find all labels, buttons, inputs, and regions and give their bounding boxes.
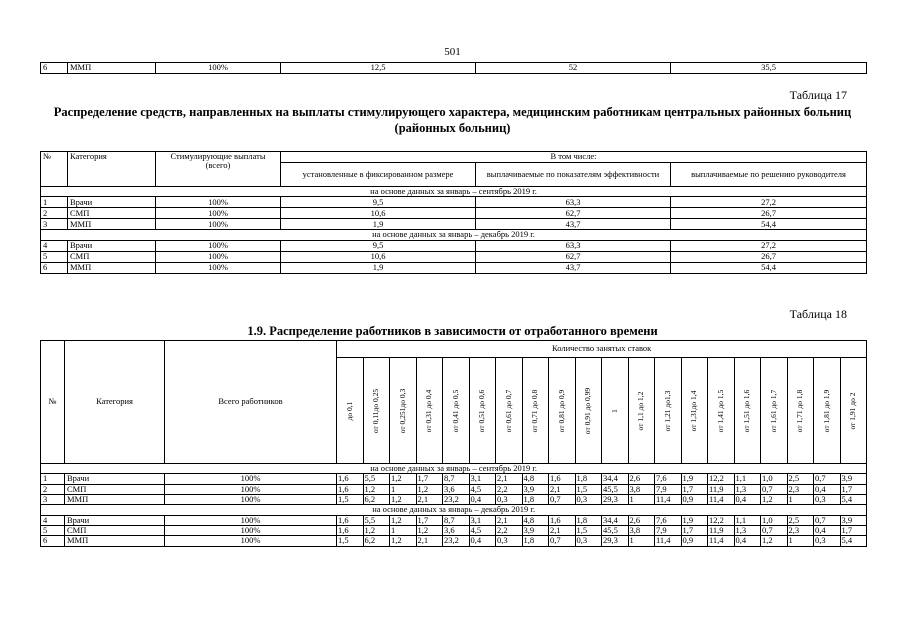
column-header-label: от 0,91 до 0,99 bbox=[583, 387, 593, 434]
cell: 0,3 bbox=[496, 536, 523, 546]
cell: 100% bbox=[156, 208, 281, 219]
header-indicators: выплачиваемые по показателям эффективности bbox=[476, 163, 671, 187]
column-header-label: от 0,81 до 0,9 bbox=[556, 389, 566, 432]
cell: 1,8 bbox=[575, 515, 602, 525]
cell: СМП bbox=[68, 208, 156, 219]
section-caption-row bbox=[41, 187, 867, 197]
cell: 5 bbox=[41, 251, 68, 262]
column-header bbox=[787, 358, 814, 464]
column-header-label: от 0,31 до 0,4 bbox=[424, 389, 434, 432]
cell: 1,2 bbox=[363, 526, 390, 536]
cell: 10,6 bbox=[281, 251, 476, 262]
cell: 0,3 bbox=[814, 536, 841, 546]
cell: 100% bbox=[156, 197, 281, 208]
column-header bbox=[655, 358, 682, 464]
cell: 0,4 bbox=[814, 484, 841, 494]
cell: 6 bbox=[41, 536, 65, 546]
header-total: Всего работников bbox=[165, 341, 337, 464]
cell: 0,3 bbox=[575, 536, 602, 546]
cell: 0,7 bbox=[761, 526, 788, 536]
cell: 2,1 bbox=[496, 474, 523, 484]
cell: 1 bbox=[628, 536, 655, 546]
cell: 2,2 bbox=[496, 484, 523, 494]
cell: 0,3 bbox=[814, 495, 841, 505]
cell: 27,2 bbox=[671, 197, 867, 208]
column-header-label: от 1,31до 1,4 bbox=[689, 390, 699, 431]
table18-body bbox=[41, 464, 867, 547]
table-row bbox=[41, 526, 867, 536]
header-group: Количество занятых ставок bbox=[337, 341, 867, 358]
cell: Врачи bbox=[68, 240, 156, 251]
cell: 0,9 bbox=[681, 536, 708, 546]
table18-label: Таблица 18 bbox=[789, 307, 847, 321]
cell: 45,5 bbox=[602, 484, 629, 494]
header-manager: выплачиваемые по решению руководителя bbox=[671, 163, 867, 187]
column-header-label: от 0,11до 0,25 bbox=[371, 388, 381, 433]
cell: 0,7 bbox=[549, 495, 576, 505]
cell: 1,3 bbox=[734, 484, 761, 494]
cell: 1,6 bbox=[337, 484, 364, 494]
cell: 6 bbox=[41, 63, 68, 74]
page-number: 501 bbox=[444, 46, 461, 58]
cell: 1,7 bbox=[416, 474, 443, 484]
column-header bbox=[549, 358, 576, 464]
cell: 1 bbox=[628, 495, 655, 505]
cell: 100% bbox=[165, 526, 337, 536]
cell: 11,4 bbox=[655, 495, 682, 505]
cell: 2,6 bbox=[628, 474, 655, 484]
cell: 0,7 bbox=[814, 515, 841, 525]
table-row bbox=[41, 251, 867, 262]
column-header-label: от 1,51 до 1,6 bbox=[742, 389, 752, 432]
table-row bbox=[41, 536, 867, 546]
cell: 5,5 bbox=[363, 474, 390, 484]
cell: 1,8 bbox=[522, 536, 549, 546]
cell: 2,1 bbox=[496, 515, 523, 525]
cell: 3 bbox=[41, 495, 65, 505]
cell: 29,3 bbox=[602, 495, 629, 505]
cell: 1,2 bbox=[390, 515, 417, 525]
cell: 63,3 bbox=[476, 197, 671, 208]
cell: 1,1 bbox=[734, 474, 761, 484]
cell: 34,4 bbox=[602, 474, 629, 484]
column-header bbox=[734, 358, 761, 464]
table-row bbox=[41, 495, 867, 505]
cell: 1,7 bbox=[416, 515, 443, 525]
cell: 0,3 bbox=[496, 495, 523, 505]
cell: 3,1 bbox=[469, 515, 496, 525]
cell: 1,7 bbox=[681, 484, 708, 494]
cell: 3,6 bbox=[443, 526, 470, 536]
cell: 100% bbox=[165, 515, 337, 525]
cell: 2,3 bbox=[787, 526, 814, 536]
cell: СМП bbox=[68, 251, 156, 262]
cell: 3,9 bbox=[522, 484, 549, 494]
cell: 54,4 bbox=[671, 262, 867, 273]
table17-label: Таблица 17 bbox=[789, 88, 847, 102]
cell: 4,8 bbox=[522, 515, 549, 525]
cell: 100% bbox=[165, 495, 337, 505]
cell: 3,9 bbox=[840, 515, 867, 525]
cell: 3,9 bbox=[840, 474, 867, 484]
table17 bbox=[40, 151, 867, 274]
cell: 1,1 bbox=[734, 515, 761, 525]
table18-header-row bbox=[41, 341, 867, 358]
cell: 3,8 bbox=[628, 526, 655, 536]
header-category: Категория bbox=[68, 152, 156, 187]
cell: 1,3 bbox=[734, 526, 761, 536]
cell: 1,5 bbox=[575, 526, 602, 536]
cell: 2,1 bbox=[416, 495, 443, 505]
table17-title: Распределение средств, направленных на выплаты стимулирующего характера, медицинским работникам центральных районных больниц (районных больниц) bbox=[53, 105, 852, 135]
cell: 2,1 bbox=[416, 536, 443, 546]
column-header bbox=[337, 358, 364, 464]
cell: 11,4 bbox=[708, 495, 735, 505]
column-header-label: от 1,81 до 1,9 bbox=[821, 389, 831, 432]
cell: 0,7 bbox=[549, 536, 576, 546]
cell: 1 bbox=[787, 495, 814, 505]
cell: 0,4 bbox=[734, 495, 761, 505]
column-header bbox=[575, 358, 602, 464]
cell: 54,4 bbox=[671, 219, 867, 230]
column-header bbox=[416, 358, 443, 464]
cell: СМП bbox=[65, 526, 165, 536]
cell: 43,7 bbox=[476, 262, 671, 273]
cell: 100% bbox=[165, 536, 337, 546]
cell: ММП bbox=[68, 262, 156, 273]
cell: 0,7 bbox=[761, 484, 788, 494]
cell: 100% bbox=[156, 251, 281, 262]
header-including: В том числе: bbox=[281, 152, 867, 163]
section-caption-row bbox=[41, 230, 867, 240]
cell: 1,6 bbox=[549, 474, 576, 484]
cell: ММП bbox=[68, 219, 156, 230]
column-header bbox=[469, 358, 496, 464]
cell: 0,4 bbox=[814, 526, 841, 536]
column-header-label: от 1,91 до 2 bbox=[848, 392, 858, 429]
column-header bbox=[761, 358, 788, 464]
cell: Врачи bbox=[65, 515, 165, 525]
column-header-label: от 1,71 до 1,8 bbox=[795, 389, 805, 432]
cell: 1 bbox=[787, 536, 814, 546]
table-row bbox=[41, 474, 867, 484]
column-header bbox=[628, 358, 655, 464]
cell: 1,0 bbox=[761, 474, 788, 484]
cell: 11,9 bbox=[708, 484, 735, 494]
cell: 26,7 bbox=[671, 208, 867, 219]
column-header-label: от 0,71 до 0,8 bbox=[530, 389, 540, 432]
cell: 4,5 bbox=[469, 484, 496, 494]
cell: 7,9 bbox=[655, 526, 682, 536]
cell: 3,6 bbox=[443, 484, 470, 494]
cell: 1,5 bbox=[337, 495, 364, 505]
table-row bbox=[41, 197, 867, 208]
table-row bbox=[41, 208, 867, 219]
cell: 11,4 bbox=[655, 536, 682, 546]
table-row bbox=[41, 484, 867, 494]
section-caption: на основе данных за январь – сентябрь 2019 г. bbox=[41, 464, 867, 474]
cell: 2 bbox=[41, 208, 68, 219]
cell: 100% bbox=[165, 474, 337, 484]
cell: 1,5 bbox=[337, 536, 364, 546]
cell: 3,9 bbox=[522, 526, 549, 536]
cell: 10,6 bbox=[281, 208, 476, 219]
column-header bbox=[390, 358, 417, 464]
column-header bbox=[522, 358, 549, 464]
cell: 2,5 bbox=[787, 515, 814, 525]
cell: 62,7 bbox=[476, 208, 671, 219]
column-header bbox=[681, 358, 708, 464]
cell: 4 bbox=[41, 515, 65, 525]
cell: 1,2 bbox=[416, 526, 443, 536]
cell: 2,1 bbox=[549, 526, 576, 536]
cell: 4,8 bbox=[522, 474, 549, 484]
cell: 1 bbox=[390, 484, 417, 494]
cell: 1,7 bbox=[840, 526, 867, 536]
table-row bbox=[41, 63, 867, 74]
section-caption-row bbox=[41, 464, 867, 474]
cell: 2,1 bbox=[549, 484, 576, 494]
cell: 1,7 bbox=[840, 484, 867, 494]
cell: 1,2 bbox=[390, 495, 417, 505]
cell: 3,1 bbox=[469, 474, 496, 484]
cell: 0,4 bbox=[734, 536, 761, 546]
cell: 0,4 bbox=[469, 536, 496, 546]
cell: 29,3 bbox=[602, 536, 629, 546]
cell: 5,4 bbox=[840, 536, 867, 546]
column-header-label: от 1,61 до 1,7 bbox=[768, 389, 778, 432]
header-fixed: установленные в фиксированном размере bbox=[281, 163, 476, 187]
cell: 2 bbox=[41, 484, 65, 494]
cell: 7,6 bbox=[655, 515, 682, 525]
cell: 1,2 bbox=[363, 484, 390, 494]
cell: 1,6 bbox=[337, 515, 364, 525]
column-header-label: от 0,41 до 0,5 bbox=[450, 389, 460, 432]
header-total: Стимулирующие выплаты (всего) bbox=[156, 152, 281, 187]
cell: 7,9 bbox=[655, 484, 682, 494]
cell: 1,2 bbox=[761, 536, 788, 546]
cell: 5,5 bbox=[363, 515, 390, 525]
cell: 3 bbox=[41, 219, 68, 230]
cell: 100% bbox=[156, 240, 281, 251]
cell: 2,6 bbox=[628, 515, 655, 525]
cell: СМП bbox=[65, 484, 165, 494]
section-caption: на основе данных за январь – сентябрь 2019 г. bbox=[41, 187, 867, 197]
cell: 1,7 bbox=[681, 526, 708, 536]
cell: 0,4 bbox=[469, 495, 496, 505]
cell: 52 bbox=[476, 63, 671, 74]
cell: 12,5 bbox=[281, 63, 476, 74]
cell: 6,2 bbox=[363, 495, 390, 505]
header-category: Категория bbox=[65, 341, 165, 464]
column-header-label: до 0,1 bbox=[344, 401, 354, 420]
cell: 100% bbox=[156, 219, 281, 230]
header-num: № bbox=[41, 152, 68, 187]
cell: Врачи bbox=[68, 197, 156, 208]
cell: 8,7 bbox=[443, 515, 470, 525]
table17-header-row bbox=[41, 152, 867, 163]
cell: 34,4 bbox=[602, 515, 629, 525]
cell: 100% bbox=[156, 262, 281, 273]
cell: 6 bbox=[41, 262, 68, 273]
cell: 1,9 bbox=[681, 515, 708, 525]
cell: 100% bbox=[156, 63, 281, 74]
cell: 45,5 bbox=[602, 526, 629, 536]
column-header bbox=[363, 358, 390, 464]
cell: 1,9 bbox=[681, 474, 708, 484]
cell: 1,9 bbox=[281, 219, 476, 230]
cell: ММП bbox=[65, 536, 165, 546]
cell: 5,4 bbox=[840, 495, 867, 505]
cell: 5 bbox=[41, 526, 65, 536]
column-header-label: 1 bbox=[609, 408, 619, 413]
cell: 12,2 bbox=[708, 515, 735, 525]
cell: 11,4 bbox=[708, 536, 735, 546]
column-header bbox=[443, 358, 470, 464]
cell: 1,8 bbox=[575, 474, 602, 484]
column-header bbox=[496, 358, 523, 464]
table-row bbox=[41, 240, 867, 251]
cell: 2,2 bbox=[496, 526, 523, 536]
cell: ММП bbox=[65, 495, 165, 505]
top-continuation-table bbox=[40, 62, 867, 74]
cell: 27,2 bbox=[671, 240, 867, 251]
section-caption: на основе данных за январь – декабрь 2019 г. bbox=[41, 230, 867, 240]
cell: 1,6 bbox=[337, 526, 364, 536]
cell: 9,5 bbox=[281, 197, 476, 208]
cell: 0,7 bbox=[814, 474, 841, 484]
cell: 62,7 bbox=[476, 251, 671, 262]
column-header bbox=[708, 358, 735, 464]
cell: 1,0 bbox=[761, 515, 788, 525]
cell: 1 bbox=[390, 526, 417, 536]
section-caption: на основе данных за январь – декабрь 2019 г. bbox=[41, 505, 867, 515]
table-row bbox=[41, 262, 867, 273]
table17-body bbox=[41, 187, 867, 274]
cell: 1,2 bbox=[761, 495, 788, 505]
cell: 1,6 bbox=[337, 474, 364, 484]
cell: 2,3 bbox=[787, 484, 814, 494]
cell: 100% bbox=[165, 484, 337, 494]
column-header bbox=[814, 358, 841, 464]
cell: 11,9 bbox=[708, 526, 735, 536]
table-row bbox=[41, 219, 867, 230]
cell: 43,7 bbox=[476, 219, 671, 230]
column-header bbox=[602, 358, 629, 464]
cell: 1,8 bbox=[522, 495, 549, 505]
cell: 6,2 bbox=[363, 536, 390, 546]
cell: 4,5 bbox=[469, 526, 496, 536]
table18 bbox=[40, 340, 867, 547]
table-row bbox=[41, 515, 867, 525]
column-header bbox=[840, 358, 867, 464]
cell: ММП bbox=[68, 63, 156, 74]
cell: 7,6 bbox=[655, 474, 682, 484]
cell: 0,3 bbox=[575, 495, 602, 505]
cell: 63,3 bbox=[476, 240, 671, 251]
column-header-label: от 1,41 до 1,5 bbox=[715, 389, 725, 432]
cell: 23,2 bbox=[443, 536, 470, 546]
section-caption-row bbox=[41, 505, 867, 515]
cell: 1 bbox=[41, 197, 68, 208]
column-header-label: от 0,51 до 0,6 bbox=[477, 389, 487, 432]
cell: 1,2 bbox=[390, 474, 417, 484]
column-header-label: от 1,21 до1,3 bbox=[662, 390, 672, 431]
cell: 8,7 bbox=[443, 474, 470, 484]
column-header-label: от 1,1 до 1,2 bbox=[636, 391, 646, 430]
cell: 3,8 bbox=[628, 484, 655, 494]
cell: 0,9 bbox=[681, 495, 708, 505]
cell: 1,6 bbox=[549, 515, 576, 525]
column-header-label: от 0,251до 0,3 bbox=[397, 388, 407, 433]
cell: 35,5 bbox=[671, 63, 867, 74]
cell: 9,5 bbox=[281, 240, 476, 251]
cell: 1,2 bbox=[416, 484, 443, 494]
cell: 26,7 bbox=[671, 251, 867, 262]
cell: 2,5 bbox=[787, 474, 814, 484]
column-header-label: от 0,61 до 0,7 bbox=[503, 389, 513, 432]
cell: 1 bbox=[41, 474, 65, 484]
cell: 1,2 bbox=[390, 536, 417, 546]
cell: 4 bbox=[41, 240, 68, 251]
cell: 23,2 bbox=[443, 495, 470, 505]
header-num: № bbox=[41, 341, 65, 464]
cell: 12,2 bbox=[708, 474, 735, 484]
cell: 1,9 bbox=[281, 262, 476, 273]
cell: Врачи bbox=[65, 474, 165, 484]
table18-title: 1.9. Распределение работников в зависимости от отработанного времени bbox=[247, 324, 658, 338]
cell: 1,5 bbox=[575, 484, 602, 494]
